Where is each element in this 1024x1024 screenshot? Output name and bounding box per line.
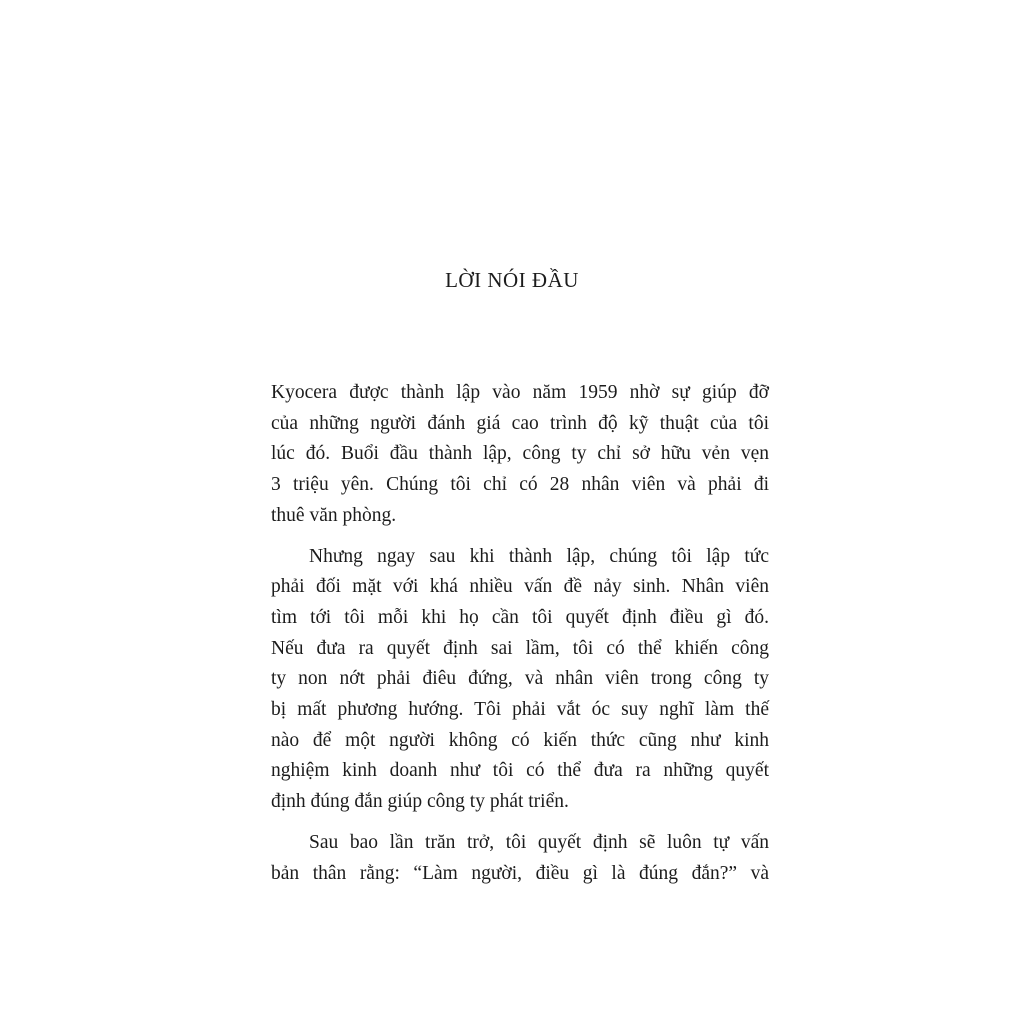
text-line: nào để một người không có kiến thức cũng như kinh — [271, 729, 769, 751]
text-line: ty non nớt phải điêu đứng, và nhân viên trong công ty — [271, 668, 769, 690]
text-line: bản thân rằng: “Làm người, điều gì là đúng đắn?” và — [271, 862, 769, 884]
paragraph-3 — [271, 828, 769, 889]
chapter-title: LỜI NÓI ĐẦU — [445, 268, 579, 292]
text-line: nghiệm kinh doanh như tôi có thể đưa ra những quyết — [271, 760, 769, 782]
text-line: thuê văn phòng. — [271, 504, 397, 526]
body-text — [271, 378, 769, 899]
paragraph-2 — [271, 542, 769, 818]
text-line: phải đối mặt với khá nhiều vấn đề nảy sinh. Nhân viên — [271, 576, 769, 598]
text-line: định đúng đắn giúp công ty phát triển. — [271, 791, 569, 813]
text-line: bị mất phương hướng. Tôi phải vắt óc suy nghĩ làm thế — [271, 699, 769, 721]
text-line: Kyocera được thành lập vào năm 1959 nhờ sự giúp đỡ — [271, 382, 769, 403]
text-line: Nếu đưa ra quyết định sai lầm, tôi có thể khiến công — [271, 637, 769, 659]
text-line: 3 triệu yên. Chúng tôi chỉ có 28 nhân viên và phải đi — [271, 474, 769, 496]
paragraph-1 — [271, 378, 769, 532]
text-line: Nhưng ngay sau khi thành lập, chúng tôi lập tức — [309, 545, 769, 567]
text-line: tìm tới tôi mỗi khi họ cần tôi quyết định điều gì đó. — [271, 606, 769, 628]
text-line: của những người đánh giá cao trình độ kỹ thuật của tôi — [271, 412, 769, 434]
text-line: lúc đó. Buổi đầu thành lập, công ty chỉ sở hữu vẻn vẹn — [271, 443, 769, 465]
text-line: Sau bao lần trăn trở, tôi quyết định sẽ luôn tự vấn — [309, 831, 769, 853]
